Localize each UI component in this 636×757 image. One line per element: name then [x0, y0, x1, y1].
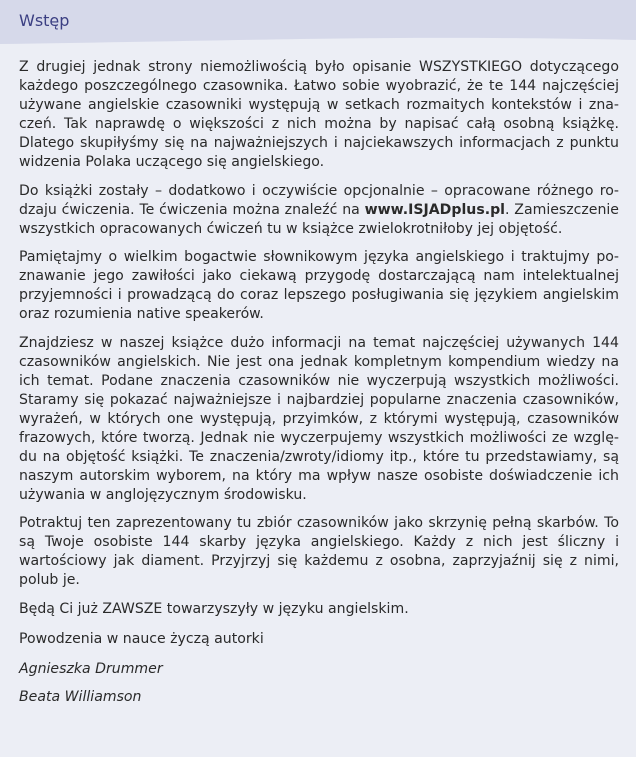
- body-text: [19, 58, 619, 717]
- header-band: [0, 0, 636, 44]
- paragraph-6: Będą Ci już ZAWSZE towarzyszyły w języku angielskim.: [19, 600, 409, 617]
- paragraph-7: Powodzenia w nauce życzą autorki: [19, 630, 264, 647]
- section-title: Wstęp: [19, 11, 70, 30]
- paragraph-2-text-a: Do książki zostały – dodatkowo i oczywiście opcjonalnie – opracowane różnego rodzaju ćwiczenia. Te ćwiczenia można znaleźć na: [19, 182, 619, 218]
- paragraph-1: Z drugiej jednak strony niemożliwością było opisanie WSZYSTKIEGO dotyczącego każdego poszczególnego czasownika. Łatwo sobie wyobrazić, że te 144 najczęściej używane angielskie czasowniki występują w setkach rozmaitych kontekstów i znaczeń. Tak naprawdę o większości z nich można by napisać całą osobną książkę. Dlatego skupiłyśmy się na najważniejszych i najciekawszych informacjach z punktu widzenia Polaka uczącego się angielskiego.: [19, 59, 619, 170]
- signatures: [19, 660, 619, 708]
- paragraph-4: Znajdziesz w naszej książce dużo informacji na temat najczęściej używanych 144 czasowników angielskich. Nie jest ona jednak kompletnym kompendium wiedzy na ich temat. Podane znaczenia czasowników nie wyczerpują wszystkich możliwości. Staramy się pokazać najważniejsze i najbardziej popularne znaczenia czasowników, wyrażeń, w których one występują, przyimków, z którymi występują, czasowników frazowych, które tworzą. Jednak nie wyczerpujemy wszystkich możliwości ze względu na objętość książki. Te znaczenia/zwroty/idiomy itp., które tu przedstawiamy, są naszym autorskim wyborem, na który ma wpływ nasze osobiste doświadczenie ich używania w anglojęzycznym środowisku.: [19, 334, 619, 503]
- paragraph-5: Potraktuj ten zaprezentowany tu zbiór czasowników jako skrzynię pełną skarbów. To są Twoje osobiste 144 skarby języka angielskiego. Każdy z nich jest śliczny i wartościowy jak diament. Przyjrzyj się każdemu z osobna, zaprzyjaźnij się z nimi, polub je.: [19, 515, 619, 588]
- website-link[interactable]: www.ISJADplus.pl: [364, 201, 505, 218]
- paragraph-2: [19, 182, 619, 239]
- paragraph-2-text-b: . Zamieszczenie wszystkich opracowanych ćwiczeń tu w książce zwielokrotniłoby jej objętość.: [19, 201, 619, 237]
- header-band-shape: [0, 0, 636, 44]
- signature-author-1: Agnieszka Drummer: [19, 660, 163, 677]
- signature-author-2: Beata Williamson: [19, 689, 142, 705]
- paragraph-3: Pamiętajmy o wielkim bogactwie słownikowym języka angielskiego i traktujmy poznawanie jego zawiłości jako ciekawą przygodę dostarczającą nam intelektualnej przyjemności i prowadzącą do coraz lepszego posługiwania się językiem angielskim oraz rozumienia native speakerów.: [19, 249, 619, 322]
